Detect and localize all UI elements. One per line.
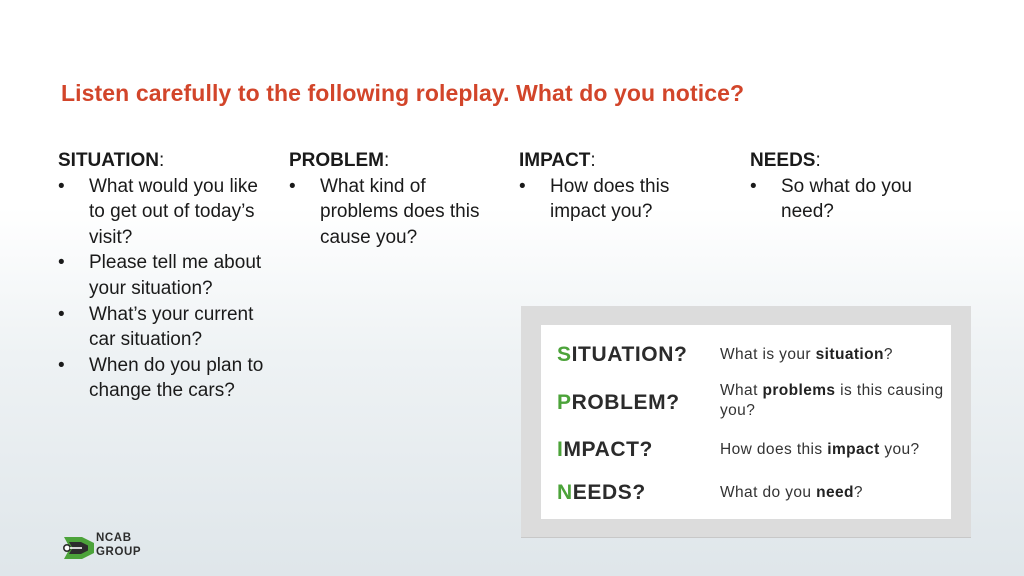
ncab-logo-icon [60, 531, 100, 565]
slide-title: Listen carefully to the following roleplay. What do you notice? [61, 80, 745, 106]
list-item: • When do you plan to change the cars? [58, 354, 264, 402]
ncab-logo-text: NCAB GROUP [96, 532, 142, 558]
needs-list [750, 174, 955, 225]
list-item: • What kind of problems does this cause you? [289, 175, 480, 248]
problem-list [289, 174, 494, 251]
situation-list [58, 174, 278, 404]
needs-heading: NEEDS [750, 150, 816, 171]
impact-list [519, 174, 719, 225]
list-item: • So what do you need? [750, 175, 912, 223]
spin-summary-card: SITUATION? What is your situation? PROBLEM? What problems is this causing you? IMPACT? How does this impact you? NEEDS? What do you need? [541, 325, 951, 519]
list-item: • Please tell me about your situation? [58, 252, 262, 299]
situation-column: SITUATION: • What would you like to get out of today’s visit? • Please tell me about your situation? • What’s your current car situation? • When do you plan to change the cars? [58, 148, 278, 404]
impact-column: IMPACT: • How does this impact you? [519, 148, 719, 225]
needs-column: NEEDS: • So what do you need? [750, 148, 955, 225]
list-item: • How does this impact you? [519, 175, 670, 223]
impact-heading: IMPACT [519, 150, 591, 171]
spin-summary-image [521, 306, 971, 538]
list-item: • What would you like to get out of today’s visit? [58, 175, 258, 248]
problem-heading: PROBLEM [289, 150, 384, 171]
list-item: • What’s your current car situation? [58, 303, 254, 351]
problem-column: PROBLEM: • What kind of problems does this cause you? [289, 148, 494, 250]
situation-heading: SITUATION [58, 150, 159, 171]
